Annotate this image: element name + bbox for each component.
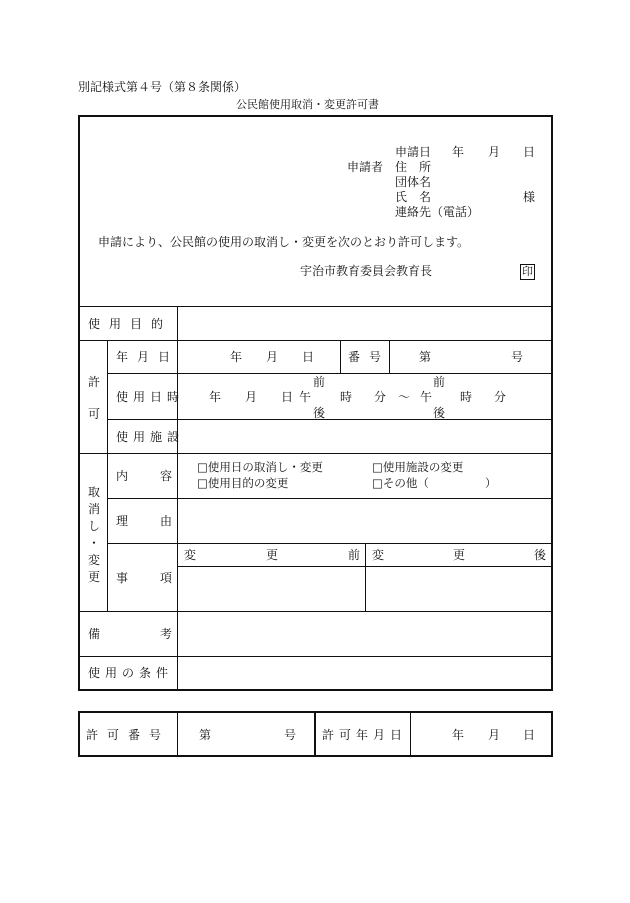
rule-cancel-bottom	[79, 611, 552, 612]
rule-cancel-2	[108, 543, 552, 544]
application-year: 年	[452, 145, 465, 159]
group-name-label: 団体名	[395, 175, 432, 189]
footer-permit-date-label: 許可年月日	[322, 728, 408, 742]
purpose-label: 使用目的	[88, 317, 173, 331]
end-pm: 後	[433, 406, 446, 420]
name-label: 氏 名	[395, 190, 432, 204]
use-month: 月	[245, 390, 258, 404]
start-minute: 分	[374, 390, 387, 404]
use-year: 年	[209, 390, 222, 404]
permit-day: 日	[302, 350, 315, 364]
number-suffix: 号	[511, 350, 524, 364]
footer-day: 日	[523, 728, 536, 742]
form-number: 別記様式第４号（第８条関係）	[78, 80, 247, 94]
footer-year: 年	[452, 728, 465, 742]
honorific: 様	[523, 190, 536, 204]
number-label: 番号	[348, 350, 391, 364]
content-label-1: 内	[116, 469, 129, 483]
rule-permit-2	[108, 419, 552, 420]
cancel-change-label: 取 消 し ・ 変 更	[88, 485, 101, 584]
end-minute: 分	[494, 390, 507, 404]
option-other-close: ）	[485, 476, 497, 490]
permit-month: 月	[266, 350, 279, 364]
footer-permit-no-label: 許可番号	[86, 728, 171, 742]
option-other: □その他（	[372, 476, 429, 490]
rule-cancel-1	[108, 498, 552, 499]
option-purpose-change: □使用目的の変更	[197, 476, 289, 490]
end-ampm: 午	[420, 390, 433, 404]
option-date-cancel: □使用日の取消し・変更	[197, 460, 323, 474]
permit-label-2: 可	[88, 407, 101, 421]
start-am: 前	[313, 375, 326, 389]
number-prefix: 第	[419, 350, 432, 364]
after-label-3: 後	[534, 548, 547, 562]
remarks-label-2: 考	[160, 627, 173, 641]
footer-month: 月	[488, 728, 501, 742]
footer-number-prefix: 第	[199, 728, 212, 742]
after-label-1: 変	[372, 548, 385, 562]
start-ampm: 午	[299, 390, 312, 404]
contact-label: 連絡先（電話）	[395, 205, 480, 219]
matter-label-1: 事	[116, 571, 129, 585]
rule-permit-bottom	[79, 453, 552, 454]
rule-purpose-top	[79, 306, 552, 307]
footer-rule-2	[314, 712, 316, 756]
start-pm: 後	[313, 406, 326, 420]
rule-number-left	[340, 340, 341, 373]
option-facility-change: □使用施設の変更	[372, 460, 464, 474]
facility-label: 使用施設	[116, 430, 185, 444]
datetime-label: 使用日時	[116, 390, 185, 404]
start-hour: 時	[340, 390, 353, 404]
form-title: 公民館使用取消・変更許可書	[236, 98, 379, 111]
rule-permit-1	[108, 373, 552, 374]
issuer: 宇治市教育委員会教育長	[300, 264, 433, 278]
end-am: 前	[433, 375, 446, 389]
before-label-2: 更	[266, 548, 279, 562]
permit-label-1: 許	[88, 375, 101, 389]
footer-rule-3	[410, 712, 411, 756]
conditions-label: 使用の条件	[88, 666, 174, 680]
remarks-label-1: 備	[88, 627, 101, 641]
footer-rule-1	[177, 712, 178, 756]
matter-label-2: 項	[160, 571, 173, 585]
permit-statement: 申請により、公民館の使用の取消し・変更を次のとおり許可します。	[98, 235, 470, 249]
content-label-2: 容	[160, 469, 173, 483]
after-label-2: 更	[453, 548, 466, 562]
applicant-label: 申請者	[347, 160, 384, 174]
rule-remarks-bottom	[79, 656, 552, 657]
application-date-label: 申請日	[395, 145, 432, 159]
reason-label-1: 理	[116, 514, 129, 528]
range-tilde: ～	[398, 390, 411, 404]
date-row-label: 年月日	[116, 350, 180, 364]
application-day: 日	[523, 145, 536, 159]
before-label-3: 前	[348, 548, 361, 562]
rule-purpose-bottom	[79, 340, 552, 341]
rule-change-mid	[365, 543, 366, 611]
footer-number-suffix: 号	[284, 728, 297, 742]
seal-stamp: 印	[522, 265, 533, 278]
address-label: 住 所	[395, 160, 432, 174]
reason-label-2: 由	[160, 514, 173, 528]
end-hour: 時	[460, 390, 473, 404]
before-label-1: 変	[184, 548, 197, 562]
application-month: 月	[488, 145, 501, 159]
permit-year: 年	[230, 350, 243, 364]
use-day: 日	[281, 390, 294, 404]
rule-group-col	[107, 340, 108, 611]
